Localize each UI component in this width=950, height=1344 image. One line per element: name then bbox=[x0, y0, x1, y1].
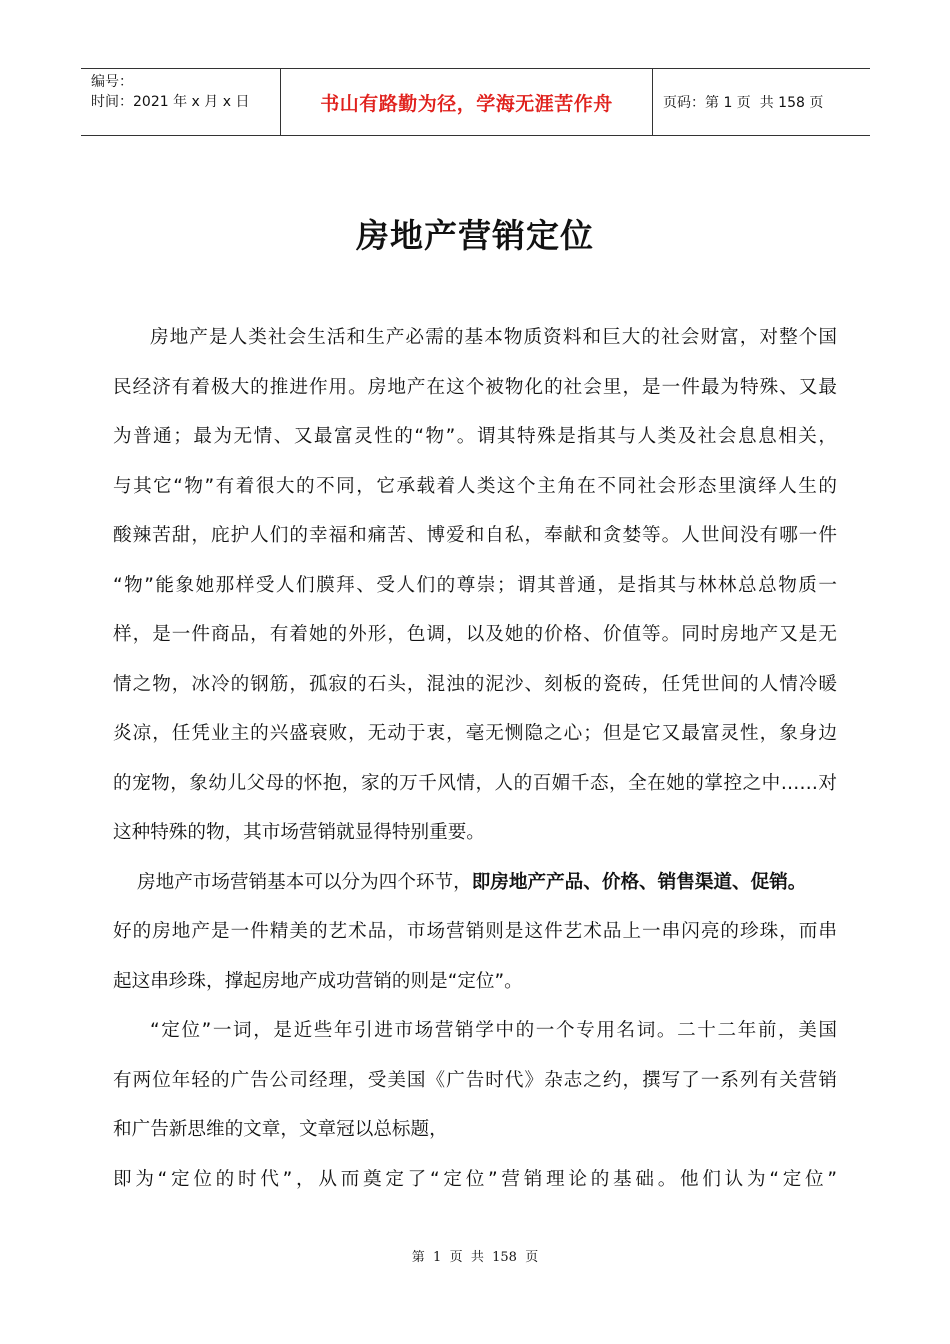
paragraph-line: 起这串珍珠，撑起房地产成功营销的则是“定位”。 bbox=[113, 970, 523, 992]
paragraph-line: 炎凉，任凭业主的兴盛衰败，无动于衷，毫无恻隐之心；但是它又最富灵性，象身边 bbox=[113, 723, 837, 744]
paragraph-line: 情之物，冰冷的钢筋，孤寂的石头，混浊的泥沙、刻板的瓷砖，任凭世间的人情冷暖 bbox=[113, 673, 837, 695]
paragraph-line: 好的房地产是一件精美的艺术品，市场营销则是这件艺术品上一串闪亮的珍珠，而串 bbox=[113, 921, 837, 942]
header-page-label: 页码：第 1 页 共 158 页 bbox=[663, 95, 824, 111]
paragraph-bold-text: 即房地产产品、价格、销售渠道、促销。 bbox=[471, 871, 807, 893]
paragraph-line-mixed bbox=[113, 858, 837, 908]
header-motto: 书山有路勤为径，学海无涯苦作舟 bbox=[320, 92, 613, 115]
paragraph-line: 民经济有着极大的推进作用。房地产在这个被物化的社会里，是一件最为特殊、又最 bbox=[113, 376, 837, 398]
paragraph-line: 这种特殊的物，其市场营销就显得特别重要。 bbox=[113, 822, 485, 843]
paragraph-line: 为普通；最为无情、又最富灵性的“物”。谓其特殊是指其与人类及社会息息相关， bbox=[113, 426, 837, 447]
header-page-cell bbox=[653, 69, 870, 135]
paragraph-text: 房地产市场营销基本可以分为四个环节， bbox=[137, 871, 472, 893]
paragraph-line: 酸辣苦甜，庇护人们的幸福和痛苦、博爱和自私，奉献和贪婪等。人世间没有哪一件 bbox=[113, 525, 837, 546]
paragraph-line: 样，是一件商品，有着她的外形，色调，以及她的价格、价值等。同时房地产又是无 bbox=[113, 624, 837, 645]
paragraph-line: “物”能象她那样受人们膜拜、受人们的尊崇；谓其普通，是指其与林林总总物质一 bbox=[113, 574, 837, 596]
paragraph-line: 的宠物，象幼儿父母的怀抱，家的万千风情，人的百媚千态，全在她的掌控之中……对 bbox=[113, 772, 837, 794]
document-body bbox=[113, 313, 837, 1204]
header-motto-cell bbox=[281, 69, 653, 135]
document-header bbox=[81, 68, 870, 136]
page-footer: 第 1 页 共 158 页 bbox=[411, 1250, 539, 1265]
time-label: 时间：2021 年 x 月 x 日 bbox=[91, 94, 250, 110]
paragraph-line: 有两位年轻的广告公司经理，受美国《广告时代》杂志之约，撰写了一系列有关营销 bbox=[113, 1069, 837, 1091]
paragraph-line: 与其它“物”有着很大的不同，它承载着人类这个主角在不同社会形态里演绎人生的 bbox=[113, 475, 837, 497]
paragraph-line: 房地产是人类社会生活和生产必需的基本物质资料和巨大的社会财富，对整个国 bbox=[150, 327, 837, 348]
header-meta bbox=[81, 69, 281, 135]
paragraph-line: “定位”一词，是近些年引进市场营销学中的一个专用名词。二十二年前，美国 bbox=[150, 1020, 837, 1041]
document-title: 房地产营销定位 bbox=[356, 216, 594, 255]
paragraph-line: 即为“定位的时代”，从而奠定了“定位”营销理论的基础。他们认为“定位” bbox=[113, 1168, 837, 1190]
paragraph-line: 和广告新思维的文章，文章冠以总标题， bbox=[113, 1119, 448, 1140]
number-label: 编号： bbox=[91, 74, 133, 90]
